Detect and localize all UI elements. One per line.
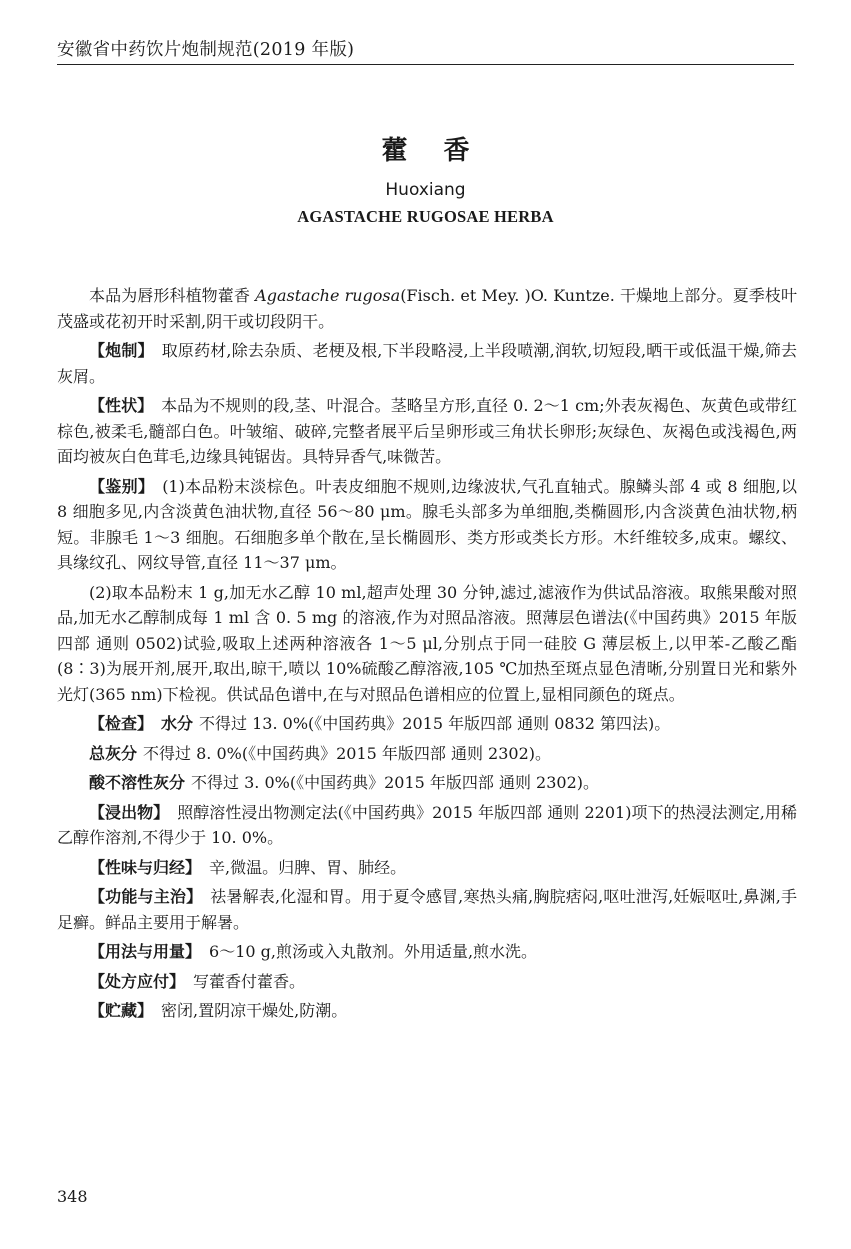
section-jianbie-tlc	[57, 580, 797, 708]
section-text: 密闭,置阴凉干燥处,防潮。	[161, 1001, 348, 1020]
check-item-text: 不得过 3. 0%(《中国药典》2015 年版四部 通则 2302)。	[191, 773, 600, 792]
species-name: Agastache rugosa	[255, 286, 401, 305]
section-label: 【鉴别】	[89, 476, 155, 496]
monograph-pinyin: Huoxiang	[385, 180, 466, 200]
section-text: 写藿香付藿香。	[193, 971, 306, 991]
check-item-name: 水分	[161, 714, 194, 733]
section-label: 【浸出物】	[89, 802, 170, 822]
check-item-name: 总灰分	[89, 743, 138, 763]
section-label: 【性状】	[89, 396, 154, 415]
section-text: 取原药材,除去杂质、老梗及根,下半段略浸,上半段喷潮,润软,切短段,晒干或低温干燥,筛去灰屑。	[57, 341, 797, 386]
section-gongneng	[57, 884, 797, 935]
intro-pre: 本品为唇形科植物藿香	[89, 286, 256, 305]
check-item-total-ash	[57, 741, 797, 767]
section-jiancha	[57, 711, 797, 737]
section-text: 照醇溶性浸出物测定法(《中国药典》2015 年版四部 通则 2201)项下的热浸法测定,用稀乙醇作溶剂,不得少于 10. 0%。	[57, 802, 797, 847]
section-label: 【处方应付】	[89, 971, 186, 991]
intro-post: (Fisch. et Mey. )O. Kuntze. 干燥地上部分。夏季枝叶茂盛或花初开时采割,阴干或切段阴干。	[57, 286, 797, 331]
section-text: 6～10 g,煎汤或入丸散剂。外用适量,煎水洗。	[209, 942, 538, 961]
section-xingwei	[57, 855, 797, 881]
section-jianbie	[57, 474, 797, 576]
section-text: (2)取本品粉末 1 g,加无水乙醇 10 ml,超声处理 30 分钟,滤过,滤液作为供试品溶液。取熊果酸对照品,加无水乙醇制成每 1 ml 含 0. 5 mg 的溶液,作为对照品溶液。照薄层色谱法(《中国药典》2015 年版四部 通则 0502)试验,吸取上述两种溶液各 1～5 μl,分别点于同一硅胶 G 薄层板上,以甲苯-乙酸乙酯(8∶3)为展开剂,展开,取出,晾干,喷以 10%硫酸乙醇溶液,105 ℃加热至斑点显色清晰,分别置日光和紫外光灯(365 nm)下检视。供试品色谱中,在与对照品色谱相应的位置上,显相同颜色的斑点。	[57, 582, 797, 704]
section-label: 【检查】	[89, 714, 154, 733]
section-text: (1)本品粉末淡棕色。叶表皮细胞不规则,边缘波状,气孔直轴式。腺鳞头部 4 或 8 细胞,以 8 细胞多见,内含淡黄色油状物,直径 56～80 μm。腺毛头部多为单细胞,类椭圆形,内含淡黄色油状物,柄短。非腺毛 1～3 细胞。石细胞多单个散在,呈长椭圆形、类方形或类长方形。木纤维较多,成束。螺纹、具缘纹孔、网纹导管,直径 11～37 μm。	[57, 476, 797, 572]
section-label: 【用法与用量】	[89, 942, 202, 961]
section-text: 本品为不规则的段,茎、叶混合。茎略呈方形,直径 0. 2～1 cm;外表灰褐色、灰黄色或带红棕色,被柔毛,髓部白色。叶皱缩、破碎,完整者展平后呈卵形或三角状长卵形;灰绿色、灰褐色或浅褐色,两面均被灰白色茸毛,边缘具钝锯齿。具特异香气,味微苦。	[57, 396, 797, 466]
section-jinchuwu	[57, 800, 797, 851]
section-zhucang	[57, 998, 797, 1024]
monograph-body	[57, 283, 797, 1028]
section-label: 【炮制】	[89, 341, 154, 360]
check-item-text: 不得过 13. 0%(《中国药典》2015 年版四部 通则 0832 第四法)。	[199, 714, 671, 733]
section-yongfa	[57, 939, 797, 965]
check-item-acid-ash	[57, 770, 797, 796]
section-label: 【贮藏】	[89, 1001, 154, 1020]
header-rule	[57, 64, 794, 65]
monograph-title: 藿香	[381, 136, 506, 166]
section-text: 辛,微温。归脾、胃、肺经。	[209, 857, 407, 877]
running-header: 安徽省中药饮片炮制规范(2019 年版)	[57, 40, 355, 60]
intro-paragraph	[57, 283, 797, 334]
check-item-text: 不得过 8. 0%(《中国药典》2015 年版四部 通则 2302)。	[143, 743, 552, 763]
section-paozhi	[57, 338, 797, 389]
monograph-latin-name: AGASTACHE RUGOSAE HERBA	[297, 207, 554, 226]
section-label: 【性味与归经】	[89, 857, 202, 877]
page-number: 348	[57, 1187, 88, 1206]
section-xingzhuang	[57, 393, 797, 470]
section-text: 祛暑解表,化湿和胃。用于夏令感冒,寒热头痛,胸脘痞闷,呕吐泄泻,妊娠呕吐,鼻渊,手足癣。鲜品主要用于解暑。	[57, 887, 797, 932]
section-label: 【功能与主治】	[89, 887, 203, 906]
section-chufang	[57, 969, 797, 995]
check-item-name: 酸不溶性灰分	[89, 773, 186, 792]
